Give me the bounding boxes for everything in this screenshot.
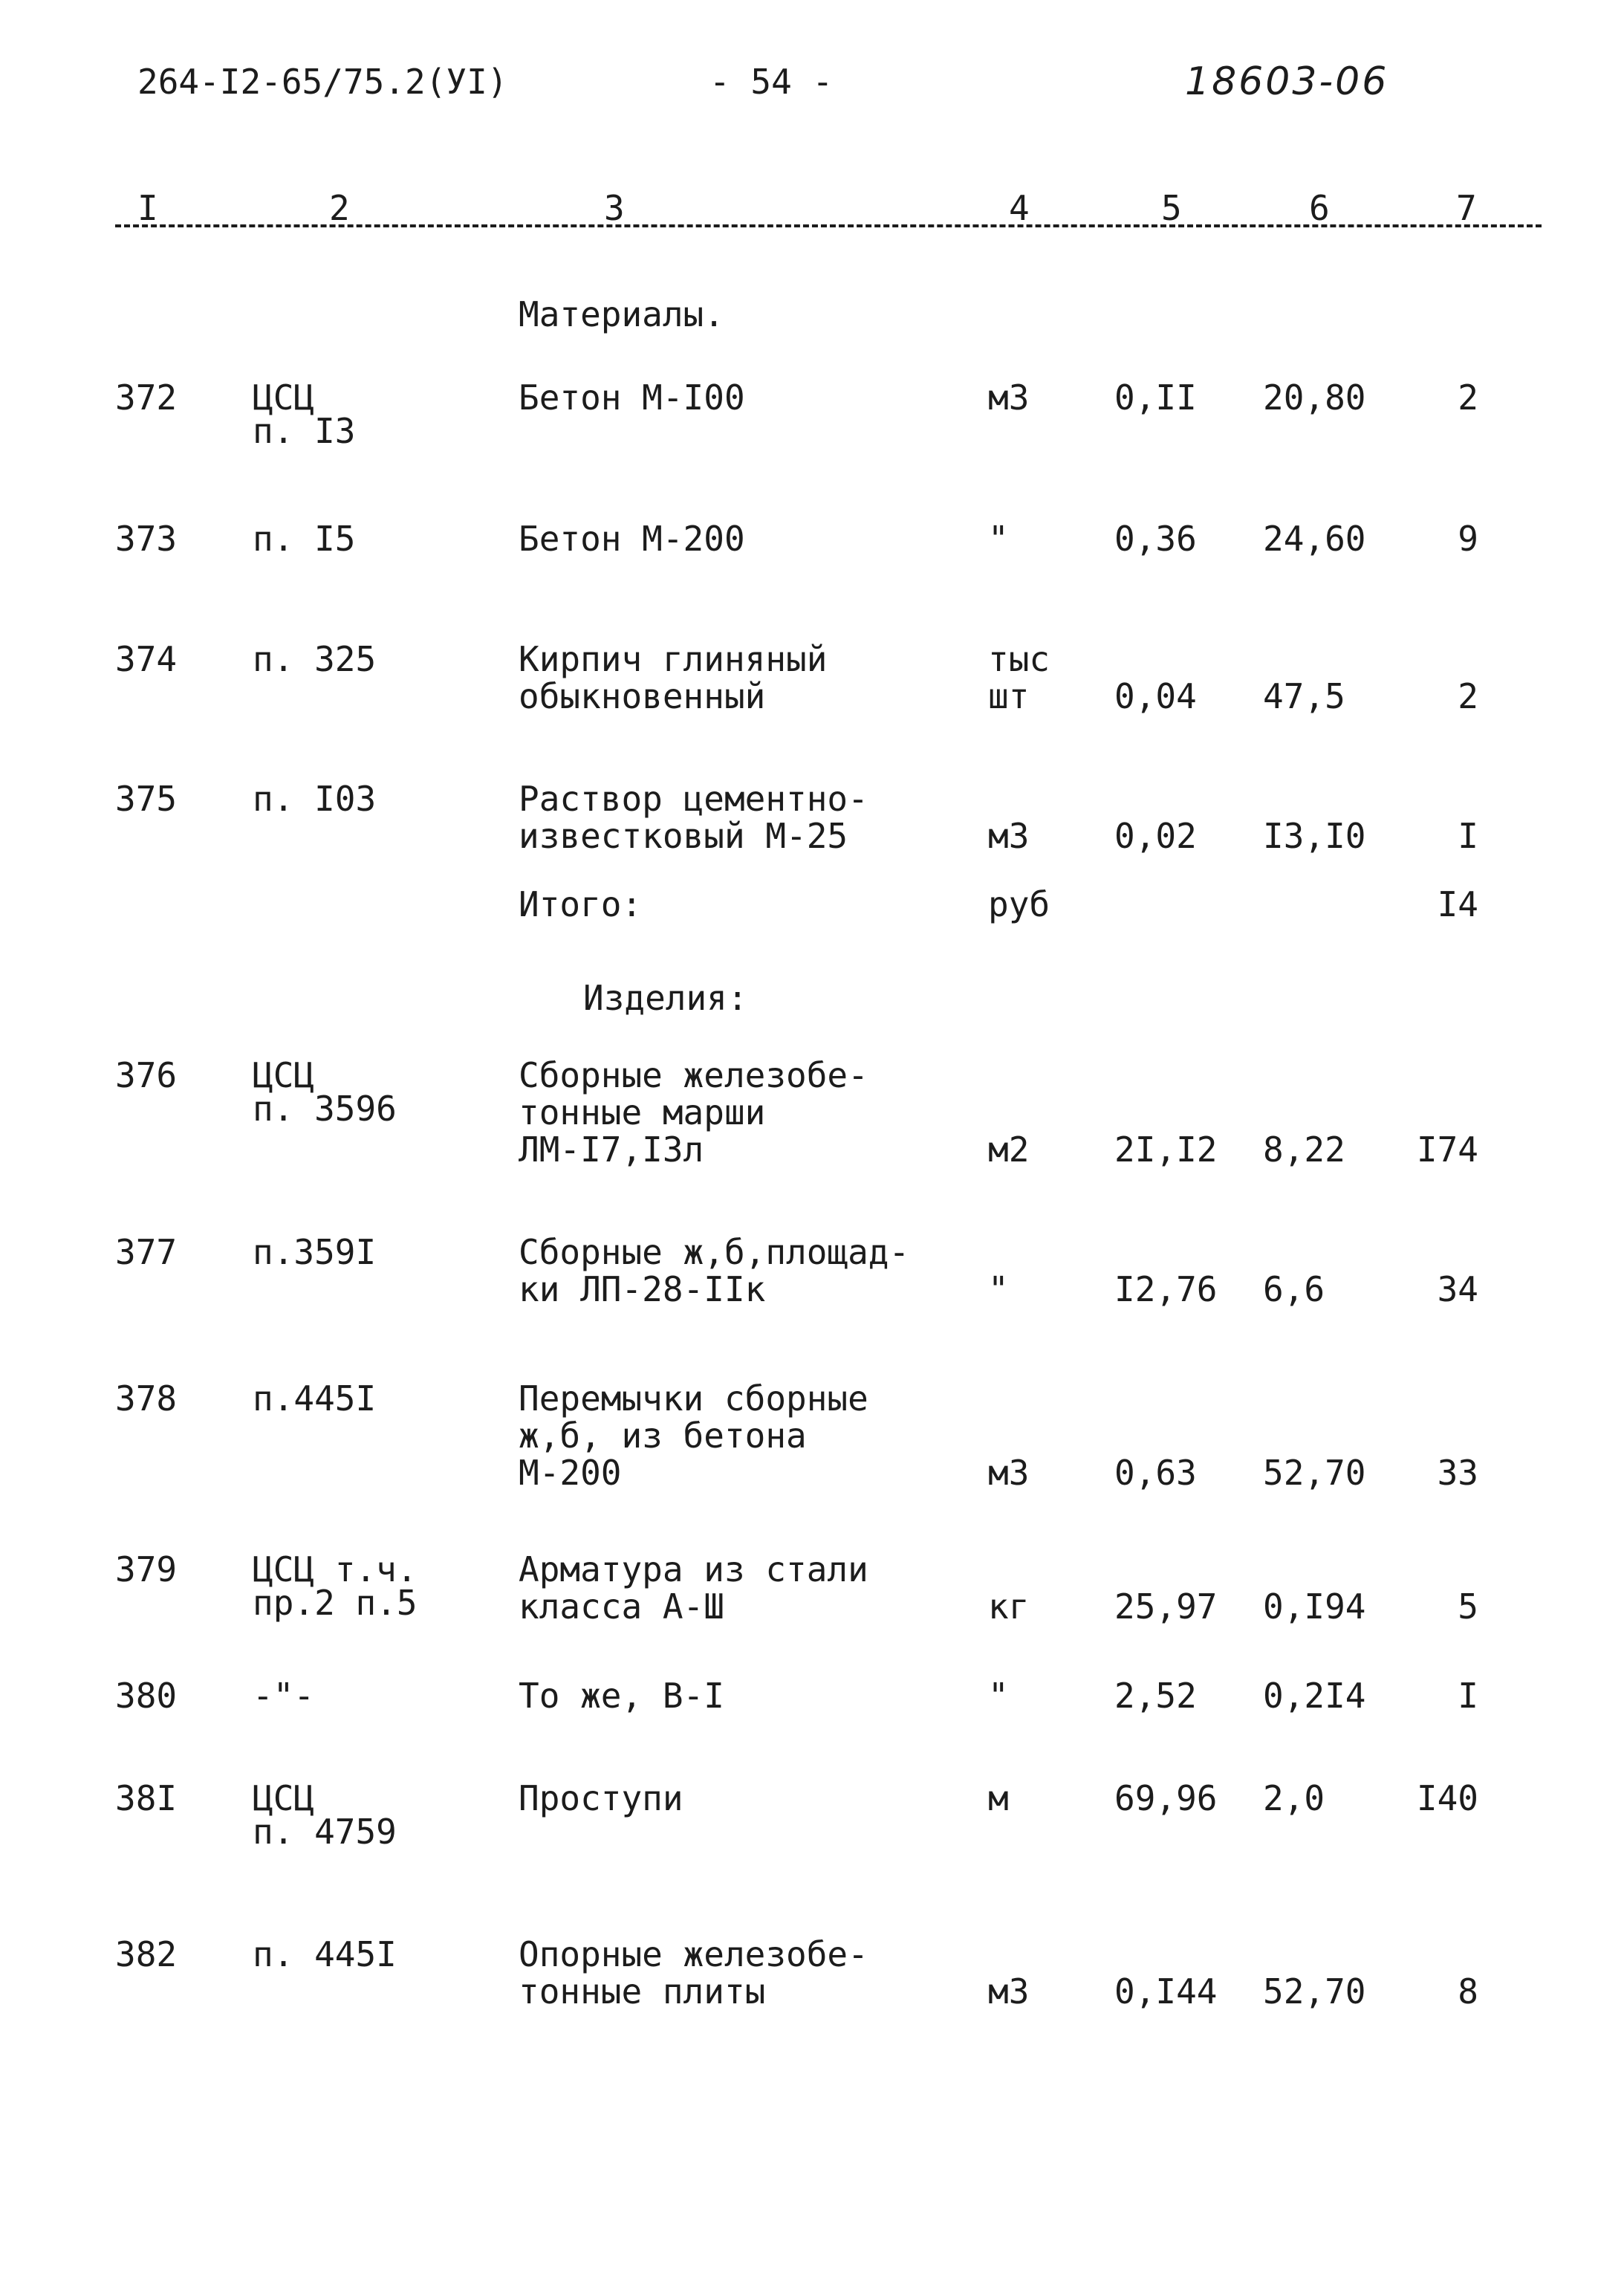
reference-number: 18603-06 bbox=[1185, 59, 1389, 104]
quantity: 69,96 bbox=[1114, 1778, 1218, 1818]
source-ref-line: -"- bbox=[253, 1676, 315, 1716]
row-number: 377 bbox=[115, 1232, 178, 1272]
total-cost: I74 bbox=[1416, 1129, 1478, 1170]
quantity: 2I,I2 bbox=[1114, 1129, 1218, 1170]
source-ref-line: п. I5 bbox=[253, 519, 356, 559]
item-name-line: Опорные железобе- bbox=[519, 1934, 868, 1974]
item-name-line: Проступи bbox=[519, 1778, 683, 1818]
unit-price: 52,70 bbox=[1263, 1971, 1366, 2012]
unit: м3 bbox=[988, 816, 1030, 856]
unit: руб bbox=[988, 884, 1050, 924]
quantity: 25,97 bbox=[1114, 1586, 1218, 1627]
column-header-4: 4 bbox=[1009, 188, 1030, 228]
unit-price: 47,5 bbox=[1263, 676, 1345, 716]
item-name-line: Сборные ж,б,площад- bbox=[519, 1232, 910, 1272]
row-number: 372 bbox=[115, 377, 178, 418]
item-name-line: ЛМ-I7,I3л bbox=[519, 1129, 704, 1170]
unit: м3 bbox=[988, 1453, 1030, 1493]
item-name-line: ж,б, из бетона bbox=[519, 1416, 807, 1456]
row-number: 378 bbox=[115, 1378, 178, 1419]
column-header-5: 5 bbox=[1161, 188, 1182, 228]
source-ref-line: п. 3596 bbox=[253, 1089, 397, 1129]
item-name-line: Бетон М-200 bbox=[519, 519, 745, 559]
quantity: 0,36 bbox=[1114, 519, 1197, 559]
row-number: 373 bbox=[115, 519, 178, 559]
document-code: 264-I2-65/75.2(УI) bbox=[137, 62, 508, 102]
total-cost: 2 bbox=[1458, 676, 1478, 716]
source-ref-line: п. I03 bbox=[253, 779, 377, 819]
total-cost: 2 bbox=[1458, 377, 1478, 418]
source-ref-line: ЦСЦ bbox=[253, 1778, 315, 1818]
unit: " bbox=[988, 1269, 1009, 1309]
item-name-line: Перемычки сборные bbox=[519, 1378, 868, 1419]
item-name-line: тонные марши bbox=[519, 1092, 766, 1132]
unit-price: 52,70 bbox=[1263, 1453, 1366, 1493]
row-number: 376 bbox=[115, 1055, 178, 1095]
unit-price: 0,2I4 bbox=[1263, 1676, 1366, 1716]
item-name-line: М-200 bbox=[519, 1453, 622, 1493]
column-header-3: 3 bbox=[604, 188, 625, 228]
column-header-2: 2 bbox=[329, 188, 350, 228]
column-header-1: I bbox=[137, 188, 158, 228]
source-ref-line: п. I3 bbox=[253, 411, 356, 451]
unit: кг bbox=[988, 1586, 1030, 1627]
source-ref-line: ЦСЦ т.ч. bbox=[253, 1549, 418, 1589]
quantity: 0,I44 bbox=[1114, 1971, 1218, 2012]
unit-line: тыс bbox=[988, 639, 1050, 679]
quantity: 2,52 bbox=[1114, 1676, 1197, 1716]
total-cost: 5 bbox=[1458, 1586, 1478, 1627]
total-cost: I bbox=[1458, 816, 1478, 856]
quantity: 0,63 bbox=[1114, 1453, 1197, 1493]
quantity: I2,76 bbox=[1114, 1269, 1218, 1309]
item-name-line: Сборные железобе- bbox=[519, 1055, 868, 1095]
unit: " bbox=[988, 519, 1009, 559]
section-title-items: Изделия: bbox=[583, 978, 748, 1018]
unit-price: 0,I94 bbox=[1263, 1586, 1366, 1627]
unit-price: I3,I0 bbox=[1263, 816, 1366, 856]
row-number: 380 bbox=[115, 1676, 178, 1716]
quantity: 0,02 bbox=[1114, 816, 1197, 856]
row-number: 374 bbox=[115, 639, 178, 679]
source-ref-line: п. 445I bbox=[253, 1934, 397, 1974]
column-header-7: 7 bbox=[1456, 188, 1477, 228]
unit: м3 bbox=[988, 377, 1030, 418]
unit: м bbox=[988, 1778, 1009, 1818]
source-ref-line: пр.2 п.5 bbox=[253, 1583, 418, 1623]
source-ref-line: п.359I bbox=[253, 1232, 377, 1272]
unit-price: 6,6 bbox=[1263, 1269, 1325, 1309]
unit: м3 bbox=[988, 1971, 1030, 2012]
unit-price: 20,80 bbox=[1263, 377, 1366, 418]
source-ref-line: п. 4759 bbox=[253, 1812, 397, 1852]
unit-price: 2,0 bbox=[1263, 1778, 1325, 1818]
unit-price: 24,60 bbox=[1263, 519, 1366, 559]
item-name-line: Арматура из стали bbox=[519, 1549, 868, 1589]
total-cost: I40 bbox=[1416, 1778, 1478, 1818]
item-name-line: известковый М-25 bbox=[519, 816, 848, 856]
page-number: - 54 - bbox=[709, 62, 834, 102]
row-number: 38I bbox=[115, 1778, 178, 1818]
total-cost: 9 bbox=[1458, 519, 1478, 559]
unit: м2 bbox=[988, 1129, 1030, 1170]
quantity: 0,04 bbox=[1114, 676, 1197, 716]
section-title-materials: Материалы. bbox=[519, 294, 724, 334]
unit-price: 8,22 bbox=[1263, 1129, 1345, 1170]
row-number: 382 bbox=[115, 1934, 178, 1974]
source-ref-line: ЦСЦ bbox=[253, 377, 315, 418]
item-name-line: тонные плиты bbox=[519, 1971, 766, 2012]
column-header-6: 6 bbox=[1309, 188, 1330, 228]
item-name-line: класса А-Ш bbox=[519, 1586, 724, 1627]
item-name-line: Кирпич глиняный bbox=[519, 639, 828, 679]
item-name-line: ки ЛП-28-IIк bbox=[519, 1269, 766, 1309]
source-ref-line: ЦСЦ bbox=[253, 1055, 315, 1095]
total-cost: I4 bbox=[1437, 884, 1478, 924]
item-name-line: обыкновенный bbox=[519, 676, 766, 716]
row-number: 375 bbox=[115, 779, 178, 819]
total-cost: 34 bbox=[1437, 1269, 1478, 1309]
quantity: 0,II bbox=[1114, 377, 1197, 418]
unit: " bbox=[988, 1676, 1009, 1716]
item-name-line: То же, В-I bbox=[519, 1676, 724, 1716]
item-name-line: Итого: bbox=[519, 884, 643, 924]
row-number: 379 bbox=[115, 1549, 178, 1589]
total-cost: 8 bbox=[1458, 1971, 1478, 2012]
item-name-line: Раствор цементно- bbox=[519, 779, 868, 819]
unit-line: шт bbox=[988, 676, 1030, 716]
total-cost: 33 bbox=[1437, 1453, 1478, 1493]
source-ref-line: п.445I bbox=[253, 1378, 377, 1419]
item-name-line: Бетон М-I00 bbox=[519, 377, 745, 418]
total-cost: I bbox=[1458, 1676, 1478, 1716]
source-ref-line: п. 325 bbox=[253, 639, 377, 679]
